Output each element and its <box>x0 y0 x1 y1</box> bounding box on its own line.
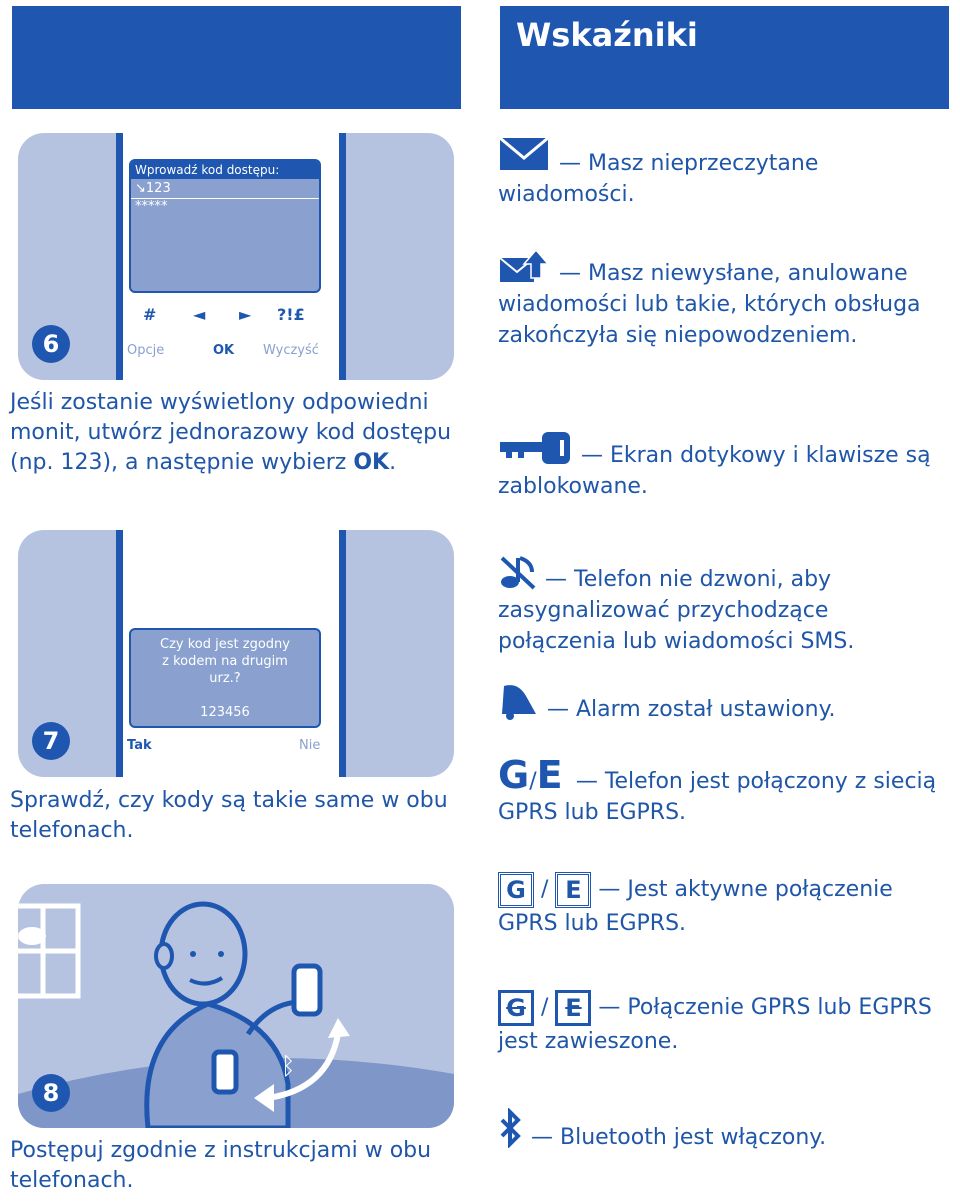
bluetooth-icon <box>498 1108 524 1148</box>
step-number-badge: 7 <box>32 722 70 760</box>
key-right[interactable]: ► <box>239 305 252 324</box>
softkey-bar <box>123 738 323 758</box>
key-icon <box>498 430 574 466</box>
key-left[interactable]: ◄ <box>193 305 206 324</box>
step-8-panel <box>18 884 454 1128</box>
silent-icon <box>498 554 538 590</box>
softkey-no[interactable]: Nie <box>299 738 321 753</box>
softkey-ok[interactable]: OK <box>213 343 235 358</box>
step-6-caption: Jeśli zostanie wyświetlony odpowiedni monit, utwórz jednorazowy kod dostępu (np. 123), a następnie wybierz OK. <box>10 390 452 475</box>
indicator-keys-locked: — Ekran dotykowy i klawisze są zablokowane. <box>498 430 948 502</box>
passcode-dialog <box>129 159 321 293</box>
softkey-yes[interactable]: Tak <box>127 738 152 753</box>
step-7-panel <box>18 530 454 777</box>
softkey-clear[interactable]: Wyczyść <box>263 343 319 358</box>
dialog-question: Czy kod jest zgodny z kodem na drugim urz.? <box>160 637 290 686</box>
step-7-caption: Sprawdź, czy kody są takie same w obu telefonach. <box>10 788 448 843</box>
confirm-dialog <box>129 628 321 728</box>
indicator-unsent-messages: — Masz niewysłane, anulowane wiadomości lub takie, których obsługa zakończyła się niepowodzeniem. <box>498 248 948 351</box>
gprs-edge-suspended-icon: G / E <box>498 995 598 1020</box>
phone-illustration <box>116 530 346 777</box>
envelope-arrow-icon <box>498 248 552 284</box>
indicator-bluetooth: — Bluetooth jest włączony. <box>498 1108 948 1153</box>
indicator-silent: — Telefon nie dzwoni, aby zasygnalizować przychodzące połączenia lub wiadomości SMS. <box>498 554 948 657</box>
indicator-alarm: — Alarm został ustawiony. <box>498 680 948 725</box>
masked-value: ***** <box>135 199 168 214</box>
step-6-panel <box>18 133 454 380</box>
svg-text:ᛒ: ᛒ <box>281 1052 296 1080</box>
gprs-edge-active-icon: G / E <box>498 877 598 902</box>
softkey-options[interactable]: Opcje <box>127 343 165 358</box>
person-with-phones-illustration <box>18 884 454 1128</box>
indicator-gprs-suspended: G / E — Połączenie GPRS lub EGPRS jest zawieszone. <box>498 990 948 1057</box>
page-title: Wskaźniki <box>516 16 698 54</box>
indicator-gprs-active: G / E — Jest aktywne połączenie GPRS lub EGPRS. <box>498 872 948 939</box>
phone-illustration <box>116 133 346 380</box>
envelope-icon <box>498 134 552 174</box>
passcode-input[interactable]: ↘123 <box>131 179 319 199</box>
dialog-title: Wprowadź kod dostępu: <box>131 161 319 179</box>
cursor-arrow-icon: ↘ <box>135 181 146 196</box>
step-number-badge: 8 <box>32 1074 70 1112</box>
step-number-badge: 6 <box>32 325 70 363</box>
indicator-unread-messages: — Masz nieprzeczytane wiadomości. <box>498 134 948 210</box>
indicator-gprs-connected: G/E — Telefon jest połączony z siecią GPRS lub EGPRS. <box>498 753 937 825</box>
dialog-code: 123456 <box>200 705 250 720</box>
softkey-bar <box>123 343 323 363</box>
ok-bold: OK <box>353 450 390 475</box>
left-header-bar <box>12 6 461 109</box>
right-header-bar <box>500 6 949 109</box>
gprs-edge-icon: G/E <box>498 753 563 797</box>
keypad-row <box>129 305 319 329</box>
key-symbols[interactable]: ?!£ <box>277 305 305 324</box>
key-hash[interactable]: # <box>143 305 157 324</box>
alarm-bell-icon <box>498 680 540 720</box>
step-8-caption: Postępuj zgodnie z instrukcjami w obu telefonach. <box>10 1138 432 1193</box>
